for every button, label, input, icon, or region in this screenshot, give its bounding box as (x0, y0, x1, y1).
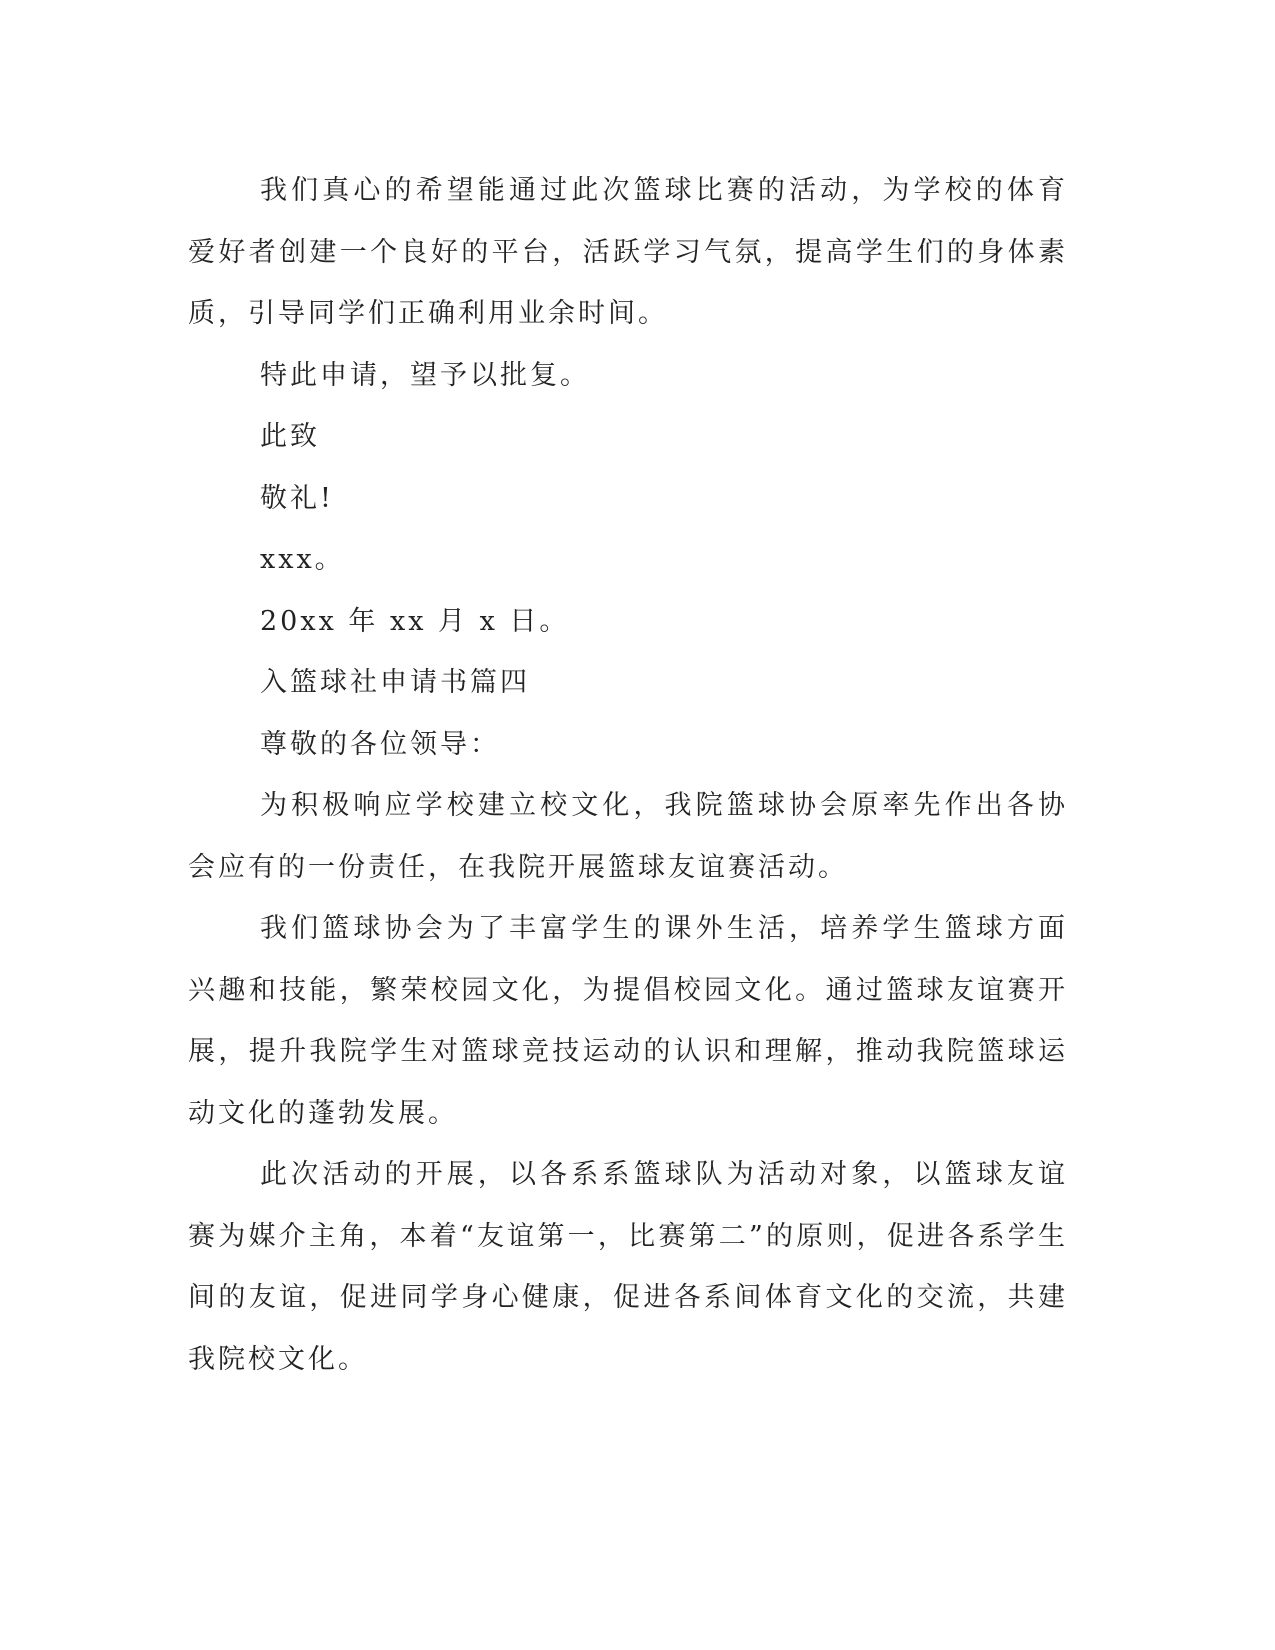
paragraph-activity: 此次活动的开展，以各系系篮球队为活动对象，以篮球友谊赛为媒介主角，本着“友谊第一，比赛第二”的原则，促进各系学生间的友谊，促进同学身心健康，促进各系间体育文化的交流，共建我院校文化。 (188, 1159, 1068, 1375)
closing-respect: 敬礼! (260, 482, 334, 514)
document-body (188, 160, 1068, 1390)
signature-name: xxx。 (260, 544, 345, 575)
signature-date: 20xx 年 xx 月 x 日。 (260, 605, 570, 637)
paragraph-request-approval: 特此申请，望予以批复。 (260, 359, 590, 391)
paragraph-purpose: 我们篮球协会为了丰富学生的课外生活，培养学生篮球方面兴趣和技能，繁荣校园文化，为提倡校园文化。通过篮球友谊赛开展，提升我院学生对篮球竞技运动的认识和理解，推动我院篮球运动文化的蓬勃发展。 (188, 913, 1068, 1129)
section-heading: 入篮球社申请书篇四 (260, 667, 530, 698)
greeting: 尊敬的各位领导： (260, 728, 500, 760)
paragraph-intro: 为积极响应学校建立校文化，我院篮球协会原率先作出各协会应有的一份责任，在我院开展篮球友谊赛活动。 (188, 790, 1068, 883)
closing-salutation: 此致 (260, 421, 320, 452)
paragraph-hope: 我们真心的希望能通过此次篮球比赛的活动，为学校的体育爱好者创建一个良好的平台，活跃学习气氛，提高学生们的身体素质，引导同学们正确利用业余时间。 (188, 175, 1068, 329)
